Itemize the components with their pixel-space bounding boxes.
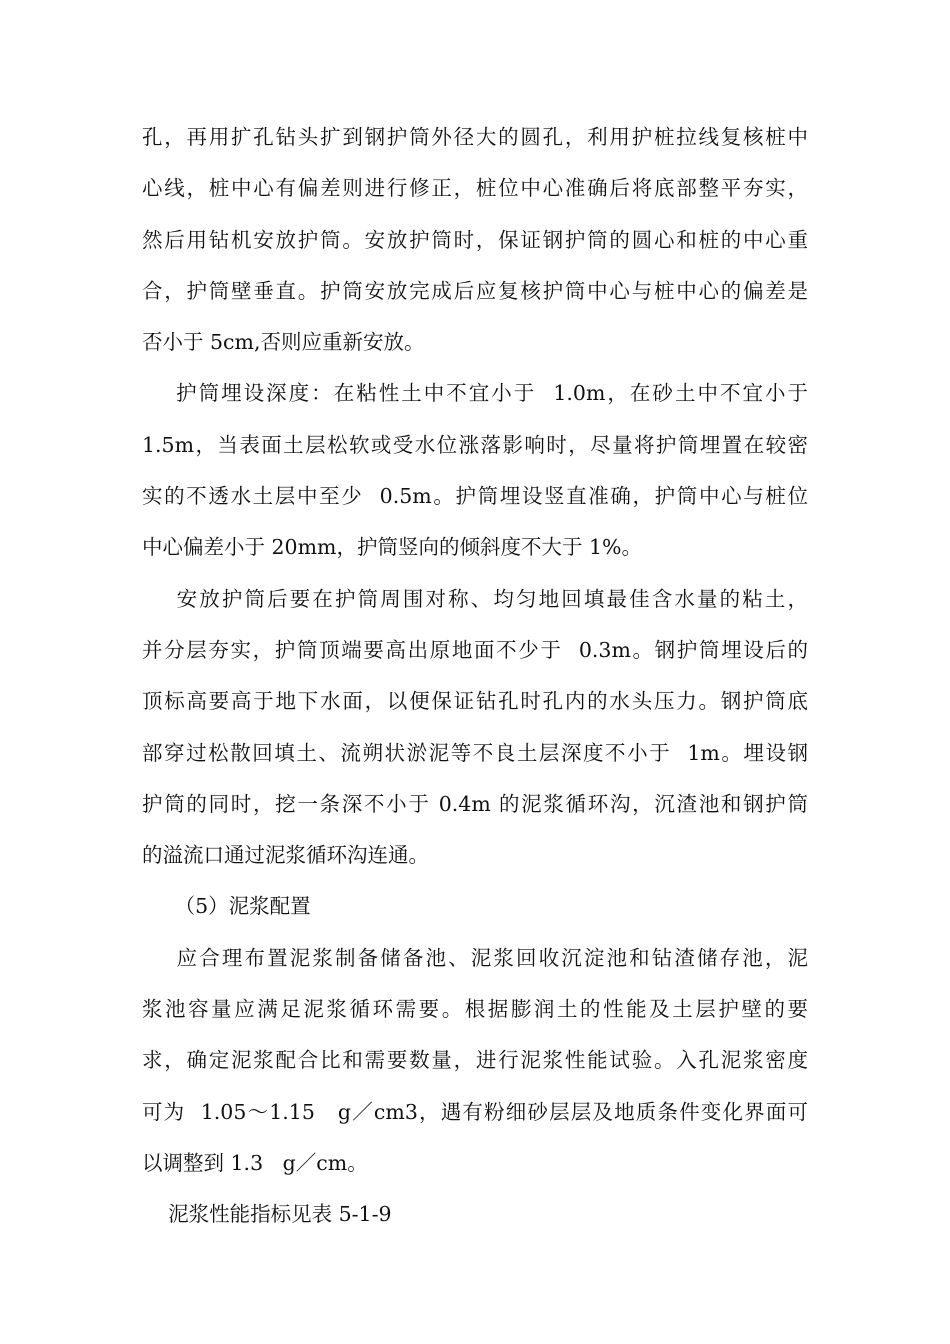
text-line: 浆池容量应满足泥浆循环需要。根据膨润土的性能及土层护壁的要 — [142, 997, 808, 1022]
text-line: 实的不透水土层中至少 0.5m。护筒埋设竖直准确，护筒中心与桩位 — [142, 484, 808, 509]
text-line: 护筒埋设深度：在粘性土中不宜小于 1.0m，在砂土中不宜小于 — [142, 381, 808, 406]
section-heading: （5）泥浆配置 — [142, 894, 311, 919]
text-line: 求，确定泥浆配合比和需要数量，进行泥浆性能试验。入孔泥浆密度 — [142, 1048, 808, 1073]
text-line: 中心偏差小于 20mm，护筒竖向的倾斜度不大于 1%。 — [142, 535, 643, 560]
text-line: 的溢流口通过泥浆循环沟连通。 — [142, 843, 429, 868]
text-line: 然后用钻机安放护筒。安放护筒时，保证钢护筒的圆心和桩的中心重 — [142, 227, 808, 252]
text-line: 心线，桩中心有偏差则进行修正，桩位中心准确后将底部整平夯实， — [142, 176, 808, 201]
text-line: 合，护筒壁垂直。护筒安放完成后应复核护筒中心与桩中心的偏差是 — [142, 278, 808, 303]
text-line: 部穿过松散回填土、流朔状淤泥等不良土层深度不小于 1m。埋设钢 — [142, 740, 808, 765]
text-line: 否小于 5cm,否则应重新安放。 — [142, 330, 425, 355]
text-line: 可为 1.05～1.15 g／cm3，遇有粉细砂层层及地质条件变化界面可 — [142, 1099, 808, 1124]
text-line: 以调整到 1.3 g／cm。 — [142, 1150, 368, 1175]
text-line: 1.5m，当表面土层松软或受水位涨落影响时，尽量将护筒埋置在较密 — [142, 432, 808, 457]
text-line: 护筒的同时，挖一条深不小于 0.4m 的泥浆循环沟，沉渣池和钢护筒 — [142, 791, 808, 816]
document-body — [142, 112, 808, 1241]
text-line: 并分层夯实，护筒顶端要高出原地面不少于 0.3m。钢护筒埋设后的 — [142, 637, 808, 662]
text-line: 应合理布置泥浆制备储备池、泥浆回收沉淀池和钻渣储存池，泥 — [142, 945, 808, 970]
text-line: 顶标高要高于地下水面，以便保证钻孔时孔内的水头压力。钢护筒底 — [142, 689, 808, 714]
text-line: 孔，再用扩孔钻头扩到钢护筒外径大的圆孔，利用护桩拉线复核桩中 — [142, 125, 808, 149]
text-line: 安放护筒后要在护筒周围对称、均匀地回填最佳含水量的粘土， — [142, 586, 808, 611]
table-reference: 泥浆性能指标见表 5-1-9 — [142, 1202, 392, 1227]
